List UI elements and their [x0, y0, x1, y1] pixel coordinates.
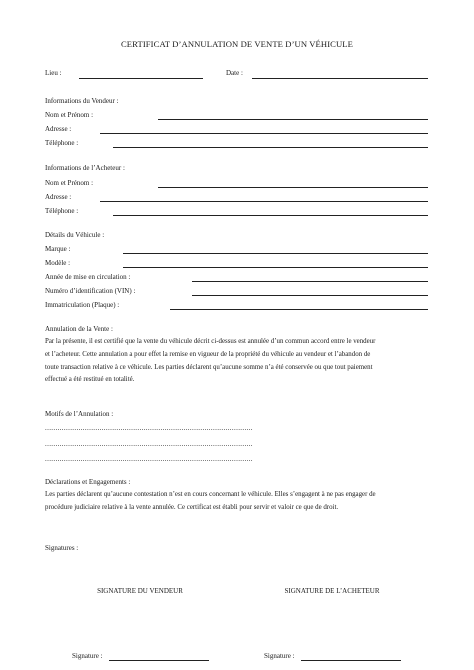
vehicle-vin-field[interactable]: [192, 295, 428, 296]
buyer-name-label: Nom et Prénom :: [45, 179, 94, 187]
cancellation-line: toute transaction relative à ce véhicule. Les parties déclarent qu’aucune somme n’a été conservée ou que tout paiement: [45, 363, 373, 371]
seller-phone-label: Téléphone :: [45, 139, 79, 147]
seller-heading: Informations du Vendeur :: [45, 97, 119, 105]
reason-line-2[interactable]: ...................................................................................................: [45, 440, 253, 448]
reasons-heading: Motifs de l’Annulation :: [45, 410, 114, 418]
declarations-line: procédure judiciaire relative à la vente annulée. Ce certificat est établi pour servir et valoir ce que de droit.: [45, 503, 339, 511]
vehicle-brand-field[interactable]: [123, 253, 428, 254]
cancellation-line: effectué a été restitué en totalité.: [45, 376, 135, 384]
declarations-heading: Déclarations et Engagements :: [45, 478, 131, 486]
vehicle-year-field[interactable]: [192, 281, 428, 282]
cancellation-line: Par la présente, il est certifié que la vente du véhicule décrit ci-dessus est annulée d’un commun accord entre le vendeur: [45, 338, 376, 345]
buyer-phone-field[interactable]: [113, 215, 428, 216]
signatures-heading: Signatures :: [45, 544, 79, 552]
seller-signature-label: Signature :: [72, 652, 103, 660]
buyer-signature-label: Signature :: [264, 652, 295, 660]
seller-phone-field[interactable]: [113, 147, 428, 148]
declarations-line: Les parties déclarent qu’aucune contestation n’est en cours concernant le véhicule. Elles s’engagent à ne pas engager de: [45, 491, 376, 498]
buyer-name-field[interactable]: [158, 187, 428, 188]
buyer-address-label: Adresse :: [45, 193, 72, 201]
lieu-label: Lieu :: [45, 69, 62, 77]
cancellation-line: et l’acheteur. Cette annulation a pour effet la remise en vigueur de la propriété du véhicule au vendeur et l’abandon de: [45, 350, 371, 358]
reason-line-1[interactable]: ...................................................................................................: [45, 424, 253, 432]
reason-line-3[interactable]: ...................................................................................................: [45, 455, 253, 463]
vehicle-plate-field[interactable]: [170, 309, 428, 310]
vehicle-plate-label: Immatriculation (Plaque) :: [45, 301, 120, 309]
buyer-signature-title: SIGNATURE DE L’ACHETEUR: [284, 587, 380, 595]
seller-signature-field[interactable]: [109, 660, 209, 661]
buyer-address-field[interactable]: [100, 201, 428, 202]
seller-address-label: Adresse :: [45, 125, 72, 133]
document-title: CERTIFICAT D’ANNULATION DE VENTE D’UN VÉHICULE: [120, 39, 354, 49]
cancellation-heading: Annulation de la Vente :: [45, 325, 113, 333]
vehicle-brand-label: Marque :: [45, 245, 71, 253]
seller-name-field[interactable]: [158, 119, 428, 120]
buyer-heading: Informations de l’Acheteur :: [45, 164, 125, 172]
seller-address-field[interactable]: [100, 133, 428, 134]
date-label: Date :: [226, 69, 243, 77]
vehicle-model-field[interactable]: [123, 267, 428, 268]
cancellation-paragraph: [45, 336, 435, 387]
vehicle-year-label: Année de mise en circulation :: [45, 273, 131, 281]
declarations-paragraph: [45, 489, 435, 515]
date-field[interactable]: [252, 78, 428, 79]
buyer-signature-field[interactable]: [301, 660, 401, 661]
vehicle-heading: Détails du Véhicule :: [45, 231, 105, 239]
vehicle-model-label: Modèle :: [45, 259, 71, 267]
seller-name-label: Nom et Prénom :: [45, 111, 94, 119]
lieu-field[interactable]: [79, 78, 203, 79]
vehicle-vin-label: Numéro d’identification (VIN) :: [45, 287, 136, 295]
buyer-phone-label: Téléphone :: [45, 207, 79, 215]
seller-signature-title: SIGNATURE DU VENDEUR: [97, 587, 183, 595]
